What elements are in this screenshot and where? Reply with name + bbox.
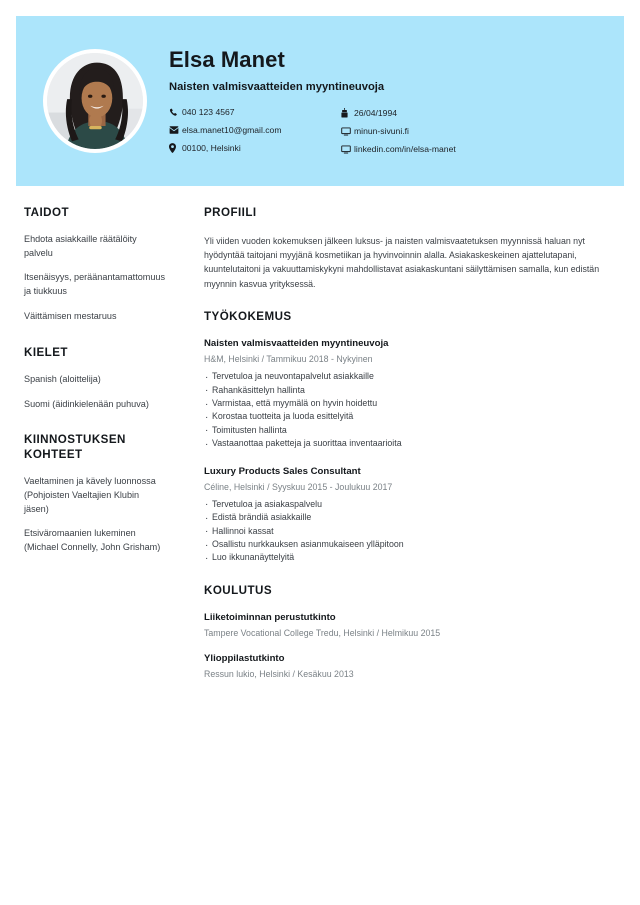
entry-bullet-list <box>204 370 612 450</box>
entry-title: Luxury Products Sales Consultant <box>204 465 361 477</box>
list-item: · Tervetuloa ja asiakaspalvelu <box>204 498 612 511</box>
languages-heading: KIELET <box>24 345 68 359</box>
entry-meta: Ressun lukio, Helsinki / Kesäkuu 2013 <box>204 668 354 679</box>
entry-meta: Tampere Vocational College Tredu, Helsinki / Helmikuu 2015 <box>204 627 441 638</box>
profile-text: Yli viiden vuoden kokemuksen jälkeen luksus- ja naisten valmisvaatetuksen myynnissä haluan nyt hyödyntää taitojani myyjänä kosmetiikan ja hyvinvoinnin alalla. Asiakaskeskeinen ajattelutapani, kuuntelutaitoni ja vakuuttamiskykyni mahdollistavat asiakaskuntani säilyttämisen samalla, kun edistän myynnin kasvua yrityksessä. <box>204 235 600 289</box>
entry-meta: Céline, Helsinki / Syyskuu 2015 - Joulukuu 2017 <box>204 481 393 492</box>
list-item: · Toimitusten hallinta <box>204 424 612 437</box>
birthdate-value: 26/04/1994 <box>354 107 398 118</box>
education-entry <box>204 653 612 680</box>
education-entry <box>204 612 612 639</box>
list-item: · Edistä brändiä asiakkaille <box>204 511 612 524</box>
contact-birthdate <box>341 108 551 118</box>
website-value: minun-sivuni.fi <box>354 126 409 137</box>
list-item: Itsenäisyys, peräänantamattomuus ja tiukkuus <box>24 272 166 297</box>
monitor-icon <box>341 145 354 154</box>
header-text <box>169 48 624 154</box>
contact-grid <box>169 108 610 154</box>
list-item: · Luo ikkunanäyttelyitä <box>204 551 612 564</box>
envelope-icon <box>169 126 182 134</box>
entry-title: Liiketoiminnan perustutkinto <box>204 611 336 623</box>
list-item: · Vastaanottaa paketteja ja suorittaa inventaarioita <box>204 437 612 450</box>
section-skills <box>24 206 166 324</box>
list-item: · Hallinnoi kassat <box>204 525 612 538</box>
list-item: Ehdota asiakkaille räätälöity palvelu <box>24 233 137 258</box>
location-pin-icon <box>169 143 182 153</box>
resume-body <box>0 206 640 685</box>
entry-title: Ylioppilastutkinto <box>204 652 285 664</box>
experience-entry <box>204 466 612 565</box>
list-item: Väittämisen mestaruus <box>24 311 117 322</box>
entry-meta: H&M, Helsinki / Tammikuu 2018 - Nykyinen <box>204 353 373 364</box>
list-item: · Tervetuloa ja neuvontapalvelut asiakkaille <box>204 370 612 383</box>
address-value: 00100, Helsinki <box>182 143 241 154</box>
section-experience <box>204 310 612 565</box>
list-item: Etsiväromaanien lukeminen (Michael Connelly, John Grisham) <box>24 528 161 553</box>
contact-email <box>169 126 341 135</box>
contact-website[interactable] <box>341 127 551 136</box>
linkedin-value: linkedin.com/in/elsa-manet <box>354 144 456 155</box>
main-content <box>180 206 640 685</box>
skills-heading: TAIDOT <box>24 206 69 219</box>
header-job-title: Naisten valmisvaatteiden myyntineuvoja <box>169 81 385 94</box>
phone-icon <box>169 108 182 117</box>
profile-photo <box>47 53 143 149</box>
profile-heading: PROFIILI <box>204 206 257 219</box>
cake-icon <box>341 108 354 118</box>
email-value: elsa.manet10@gmail.com <box>182 124 282 135</box>
list-item: · Rahankäsittelyn hallinta <box>204 384 612 397</box>
sidebar <box>0 206 180 685</box>
list-item: · Varmistaa, että myymälä on hyvin hoidettu <box>204 397 612 410</box>
list-item: Suomi (äidinkielenään puhuva) <box>24 398 149 409</box>
list-item: · Osallistu nurkkauksen asianmukaiseen ylläpitoon <box>204 538 612 551</box>
list-item: Vaeltaminen ja kävely luonnossa (Pohjoisten Vaeltajien Klubin jäsen) <box>24 476 156 514</box>
contact-phone <box>169 108 341 117</box>
section-education <box>204 584 612 681</box>
contact-column-left <box>169 108 341 154</box>
experience-entry <box>204 338 612 451</box>
resume-header <box>16 16 624 186</box>
page-title: Elsa Manet <box>169 47 285 73</box>
entry-title: Naisten valmisvaatteiden myyntineuvoja <box>204 337 389 349</box>
interests-heading: KIINNOSTUKSEN KOHTEET <box>24 433 126 462</box>
contact-address <box>169 143 341 153</box>
contact-linkedin[interactable] <box>341 145 551 154</box>
experience-heading: TYÖKOKEMUS <box>204 310 292 324</box>
list-item: · Korostaa tuotteita ja luoda esittelyitä <box>204 410 612 423</box>
entry-bullet-list <box>204 498 612 565</box>
section-languages <box>24 346 166 411</box>
phone-value: 040 123 4567 <box>182 107 235 118</box>
section-interests <box>24 433 166 555</box>
monitor-icon <box>341 127 354 136</box>
section-profile <box>204 206 612 291</box>
contact-column-right <box>341 108 551 154</box>
avatar <box>43 49 147 153</box>
education-heading: KOULUTUS <box>204 583 273 597</box>
list-item: Spanish (aloittelija) <box>24 373 101 384</box>
